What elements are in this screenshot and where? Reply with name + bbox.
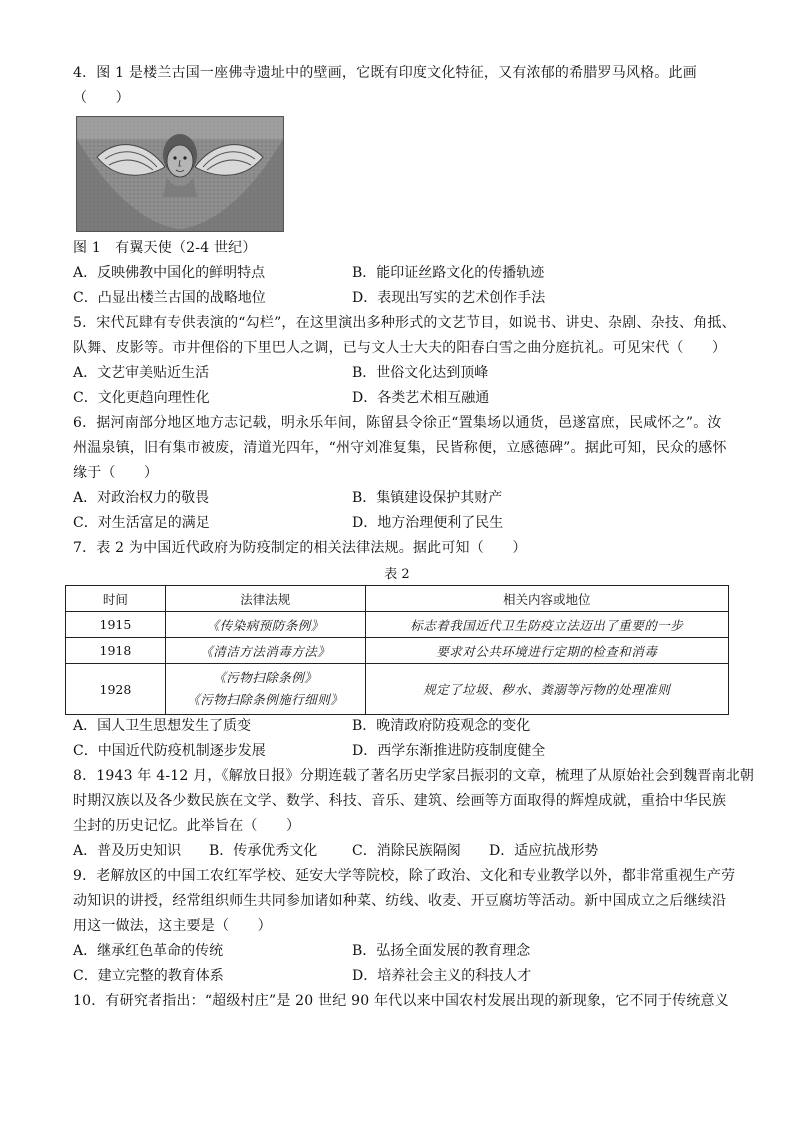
table-title: 表 2	[384, 567, 410, 582]
table-cell-year: 1928	[66, 664, 166, 715]
q6-stem-line3: 缘于（ ）	[73, 465, 159, 481]
q8-stem-line2: 时期汉族以及各少数民族在文学、数学、科技、音乐、建筑、绘画等方面取得的辉煌成就，重拾中华民族	[73, 793, 727, 809]
q7-option-d[interactable]: D．西学东渐推进防疫制度健全	[352, 743, 546, 759]
q6-option-a[interactable]: A．对政治权力的敬畏	[73, 490, 210, 506]
q5-option-d[interactable]: D．各类艺术相互融通	[352, 390, 490, 406]
q5-option-b[interactable]: B．世俗文化达到顶峰	[352, 365, 489, 381]
q6-stem-line1: 6．据河南部分地区地方志记载，明永乐年间，陈留县令徐正“置集场以通货，邑遂富庶，民咸怀之”。汝	[73, 415, 722, 431]
q9-option-a[interactable]: A．继承红色革命的传统	[73, 943, 224, 959]
table-header-row	[66, 586, 729, 612]
q7-option-b[interactable]: B．晚清政府防疫观念的变化	[352, 718, 531, 734]
q4-stem-line2: （ ）	[73, 90, 130, 106]
q6-option-b[interactable]: B．集镇建设保护其财产	[352, 490, 503, 506]
q9-stem-line3: 用这一做法，这主要是（ ）	[73, 918, 272, 934]
q4-option-a[interactable]: A．反映佛教中国化的鲜明特点	[73, 265, 266, 281]
table-row	[66, 612, 729, 638]
q7-stem-line1: 7．表 2 为中国近代政府为防疫制定的相关法律法规。据此可知（ ）	[73, 540, 527, 556]
q7-option-a[interactable]: A．国人卫生思想发生了质变	[73, 718, 252, 734]
figure-caption: 图 1 有翼天使（2-4 世纪）	[73, 240, 257, 256]
q8-option-b[interactable]: B．传承优秀文化	[209, 843, 318, 859]
q8-option-d[interactable]: D．适应抗战形势	[489, 843, 599, 859]
table-cell-year: 1918	[66, 638, 166, 664]
law-name-line: 《污物扫除条例》	[213, 670, 318, 685]
table-header-cell: 法律法规	[165, 586, 365, 612]
table-cell-law: 《清洁方法消毒方法》	[165, 638, 365, 664]
table-cell-content: 规定了垃圾、秽水、粪溺等污物的处理准则	[365, 664, 728, 715]
q9-option-c[interactable]: C．建立完整的教育体系	[73, 968, 224, 984]
winged-angel-mural-image	[76, 116, 284, 232]
table-header-cell: 相关内容或地位	[365, 586, 728, 612]
q9-stem-line1: 9．老解放区的中国工农红军学校、延安大学等院校，除了政治、文化和专业教学以外，都非常重视生产劳	[73, 868, 736, 884]
q8-stem-line3: 尘封的历史记忆。此举旨在（ ）	[73, 818, 301, 834]
table-cell-year: 1915	[66, 612, 166, 638]
q5-option-a[interactable]: A．文艺审美贴近生活	[73, 365, 210, 381]
q10-stem-line1: 10．有研究者指出：“超级村庄”是 20 世纪 90 年代以来中国农村发展出现的新现象，它不同于传统意义	[73, 993, 729, 1009]
q6-option-c[interactable]: C．对生活富足的满足	[73, 515, 210, 531]
q6-stem-line2: 州温泉镇，旧有集市被废，清道光四年，“州守刘准复集，民皆称便，立感德碑”。据此可知，民众的感怀	[73, 440, 727, 456]
q9-option-d[interactable]: D．培养社会主义的科技人才	[352, 968, 532, 984]
table-header-cell: 时间	[66, 586, 166, 612]
table-cell-content: 要求对公共环境进行定期的检查和消毒	[365, 638, 728, 664]
q8-stem-line1: 8．1943 年 4-12 月，《解放日报》分期连载了著名历史学家吕振羽的文章，梳理了从原始社会到魏晋南北朝	[73, 768, 755, 784]
q7-option-c[interactable]: C．中国近代防疫机制逐步发展	[73, 743, 266, 759]
q4-stem-line1: 4．图 1 是楼兰古国一座佛寺遗址中的壁画，它既有印度文化特征，又有浓郁的希腊罗马风格。此画	[73, 65, 697, 81]
table-cell-content: 标志着我国近代卫生防疫立法迈出了重要的一步	[365, 612, 728, 638]
q4-option-d[interactable]: D．表现出写实的艺术创作手法	[352, 290, 546, 306]
q5-option-c[interactable]: C．文化更趋向理性化	[73, 390, 210, 406]
q4-option-c[interactable]: C．凸显出楼兰古国的战略地位	[73, 290, 266, 306]
q8-option-c[interactable]: C．消除民族隔阂	[352, 843, 461, 859]
q9-stem-line2: 动知识的讲授，经常组织师生共同参加诸如种菜、纺线、收麦、开豆腐坊等活动。新中国成立之后继续沿	[73, 893, 727, 909]
law-name-line: 《污物扫除条例施行细则》	[187, 692, 344, 707]
table-cell-law: 《传染病预防条例》	[165, 612, 365, 638]
table-row	[66, 638, 729, 664]
q5-stem-line2: 队舞、皮影等。市井俚俗的下里巴人之调，已与文人士大夫的阳春白雪之曲分庭抗礼。可见宋代（ ）	[73, 340, 727, 356]
q6-option-d[interactable]: D．地方治理便利了民生	[352, 515, 504, 531]
table-row	[66, 664, 729, 715]
table-cell-law	[165, 664, 365, 715]
mural-illustration	[77, 117, 283, 231]
q8-option-a[interactable]: A．普及历史知识	[73, 843, 182, 859]
q4-option-b[interactable]: B．能印证丝路文化的传播轨迹	[352, 265, 545, 281]
epidemic-law-table	[65, 585, 729, 715]
q5-stem-line1: 5．宋代瓦肆有专供表演的“勾栏”，在这里演出多种形式的文艺节目，如说书、讲史、杂剧、杂技、角抵、	[73, 315, 736, 331]
q9-option-b[interactable]: B．弘扬全面发展的教育理念	[352, 943, 531, 959]
